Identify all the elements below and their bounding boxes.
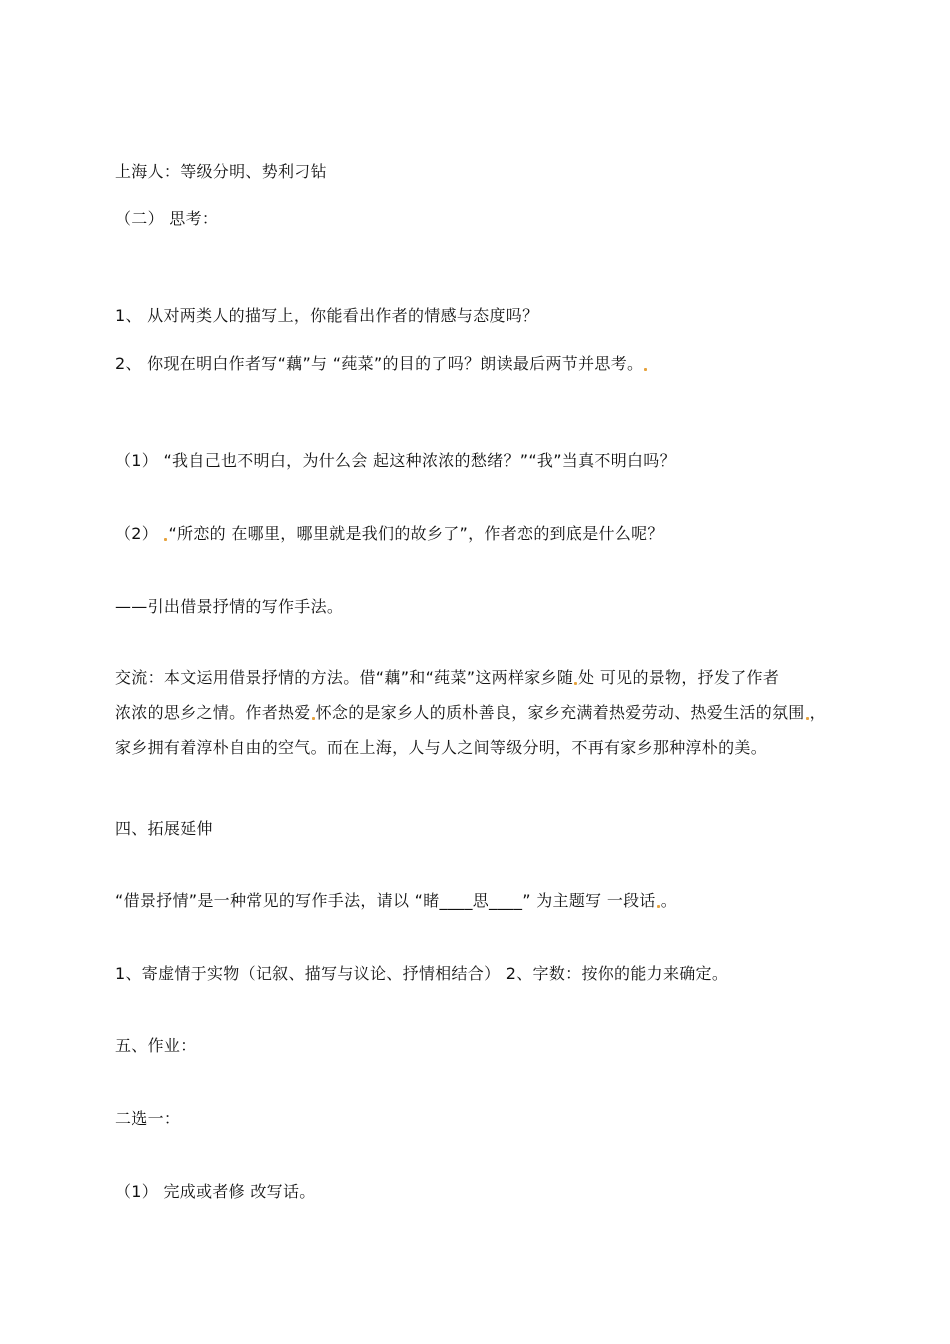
- sub-question-2-text: “所恋的 在哪里，哪里就是我们的故乡了”，作者恋的到底是什么呢？: [168, 524, 664, 543]
- question-2-text: 2、 你现在明白作者写“藕”与 “莼菜”的目的了吗？朗读最后两节并思考。: [115, 354, 644, 373]
- discussion-row-2: [115, 695, 845, 730]
- choose-one-label: 二选一：: [115, 1109, 181, 1128]
- mark-dot: [806, 717, 809, 720]
- sub-question-2: [115, 523, 664, 545]
- discussion-text: 交流：本文运用借景抒情的方法。借“藕”和“莼菜”这两样家乡随: [115, 668, 574, 687]
- technique-intro-line: ——引出借景抒情的写作手法。: [115, 597, 344, 616]
- mark-dot: [312, 717, 315, 720]
- sub-question-2-number: （2）: [115, 524, 164, 543]
- sub-question-1: （1） “我自己也不明白，为什么会 起这种浓浓的愁绪？”“我”当真不明白吗？: [115, 451, 676, 470]
- discussion-row-1: [115, 660, 845, 695]
- mark-dot: [657, 905, 660, 908]
- discussion-row-3: 家乡拥有着淳朴自由的空气。而在上海，人与人之间等级分明，不再有家乡那种淳朴的美。: [115, 738, 768, 757]
- discussion-text: 处 可见的景物，抒发了作者: [578, 668, 780, 687]
- section-heading-thinking: （二） 思考：: [115, 209, 219, 228]
- mark-dot: [574, 682, 577, 685]
- section-heading-extension: 四、拓展延伸: [115, 819, 213, 838]
- writing-prompt-end: 。: [660, 891, 678, 910]
- section-heading-homework: 五、作业：: [115, 1036, 197, 1055]
- homework-option-1: （1） 完成或者修 改写话。: [115, 1182, 316, 1201]
- discussion-text: ，: [809, 703, 826, 722]
- discussion-text: 怀念的是家乡人的质朴善良，家乡充满着热爱劳动、热爱生活的氛围: [315, 703, 805, 722]
- writing-prompt: [115, 890, 677, 912]
- writing-requirements: 1、寄虚情于实物（记叙、描写与议论、抒情相结合） 2、字数：按你的能力来确定。: [115, 964, 729, 983]
- discussion-text: 浓浓的思乡之情。作者热爱: [115, 703, 311, 722]
- mark-dot: [644, 368, 647, 371]
- question-1: 1、 从对两类人的描写上，你能看出作者的情感与态度吗？: [115, 306, 539, 325]
- writing-prompt-text: “借景抒情”是一种常见的写作手法，请以 “睹____思____” 为主题写 一段话: [115, 891, 656, 910]
- text-line-shanghai-people: 上海人：等级分明、势利刁钻: [115, 162, 327, 181]
- discussion-paragraph: [115, 660, 845, 765]
- question-2: [115, 353, 648, 375]
